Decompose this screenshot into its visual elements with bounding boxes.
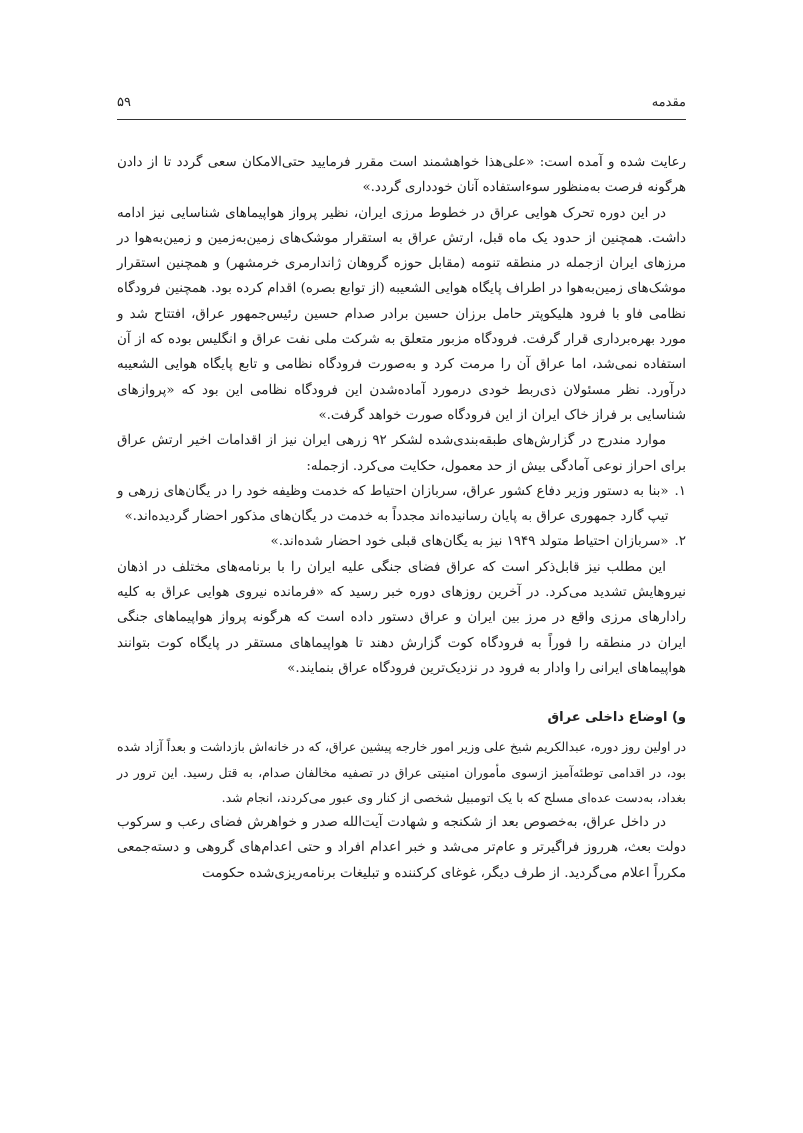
section-heading: و) اوضاع داخلی عراق (547, 710, 686, 726)
numbered-item-2 (117, 529, 686, 554)
paragraph-4: این مطلب نیز قابل‌ذکر است که عراق فضای جنگی علیه ایران را با برنامه‌های مختلف در اذهان نیروهایش تشدید می‌کرد. در آخرین روزهای دوره خبر رسید که «فرمانده نیروی هوایی عراق به کلیه رادارهای مرزی واقع در مرز بین ایران و عراق دستور داده است که هرگونه پرواز هواپیماهای جنگی ایران در منطقه را فوراً به فرودگاه کوت گزارش دهند تا هواپیماهای مستقر در پایگاه کوت بتوانند هواپیماهای ایرانی را وادار به فرود در نزدیک‌ترین فرودگاه عراق بنمایند.» (117, 559, 686, 676)
paragraph-2: در این دوره تحرک هوایی عراق در خطوط مرزی ایران، نظیر پرواز هواپیماهای شناسایی نیز ادامه داشت. همچنین از حدود یک ماه قبل، ارتش عراق به استقرار موشک‌های زمین‌به‌زمین و زمین‌به‌هوا در مرزهای ایران ازجمله در منطقه تنومه (مقابل حوزه گروهان ژاندارمری خرمشهر) و همچنین استقرار موشک‌های زمین‌به‌هوا در اطراف پایگاه هوایی الشعیبه (از توابع بصره) اقدام کرده بود. همچنین فرودگاه نظامی فاو با فرود هلیکوپتر حامل برزان حسین برادر صدام حسین رئیس‌جمهور عراق، افتتاح شد و مورد بهره‌برداری قرار گرفت. فرودگاه مزبور متعلق به شرکت ملی نفت عراق و انگلیس بوده که از آن استفاده نمی‌شد، اما عراق آن را مرمت کرد و به‌صورت فرودگاه نظامی و تابع پایگاه هوایی الشعیبه درآورد. نظر مسئولان ذی‌ربط خودی درمورد آماده‌شدن این فرودگاه نظامی این بود که «پروازهای شناسایی بر فراز خاک ایران از این فرودگاه صورت خواهد گرفت.» (117, 205, 686, 423)
page-number: ۵۹ (117, 95, 131, 110)
paragraph-1: رعایت شده و آمده است: «علی‌هذا خواهشمند است مقرر فرمایید حتی‌الامکان سعی گردد تا از دادن هرگونه فرصت به‌منظور سوءاستفاده آنان خودداری گردد.» (117, 155, 686, 196)
running-title: مقدمه (651, 95, 686, 110)
item-text: «بنا به دستور وزیر دفاع کشور عراق، سربازان احتیاط که خدمت وظیفه خود را در یگان‌های زرهی و تیپ گارد جمهوری عراق به پایان رسانیده‌اند مجدداً به خدمت در یگان‌های مذکور احضار گردیده‌اند.» (117, 483, 669, 525)
item-text: «سربازان احتیاط متولد ۱۹۴۹ نیز به یگان‌های قبلی خود احضار شده‌اند.» (270, 534, 669, 550)
paragraph-3: موارد مندرج در گزارش‌های طبقه‌بندی‌شده لشکر ۹۲ زرهی ایران نیز از اقدامات اخیر ارتش عراق برای احراز نوعی آمادگی بیش از حد معمول، حکایت می‌کرد. ازجمله: (117, 433, 686, 474)
item-number: ۱. (674, 483, 686, 499)
item-number: ۲. (674, 534, 686, 550)
header-rule (117, 119, 686, 120)
body-text (117, 150, 686, 886)
paragraph-6: در داخل عراق، به‌خصوص بعد از شکنجه و شهادت آیت‌الله صدر و خواهرش فضای رعب و سرکوب دولت بعث، هرروز فراگیرتر و عام‌تر می‌شد و خبر اعدام افراد و حتی اعدام‌های گروهی و دسته‌جمعی مکرراً اعلام می‌گردید. از طرف دیگر، غوغای کرکننده و تبلیغات برنامه‌ریزی‌شده حکومت (117, 815, 686, 881)
running-header (117, 94, 686, 112)
paragraph-5: در اولین روز دوره، عبدالکریم شیخ علی وزیر امور خارجه پیشین عراق، که در خانه‌اش بازداشت و بعداً آزاد شده بود، در اقدامی توطئه‌آمیز ازسوی مأموران امنیتی عراق در تصفیه مخالفان صدام، به قتل رسید. این ترور در بغداد، به‌دست عده‌ای مسلح که با یک اتومبیل شخصی از کنار وی عبور می‌کردند، انجام شد. (117, 739, 686, 805)
numbered-item-1 (117, 479, 686, 530)
section-body (117, 734, 686, 886)
